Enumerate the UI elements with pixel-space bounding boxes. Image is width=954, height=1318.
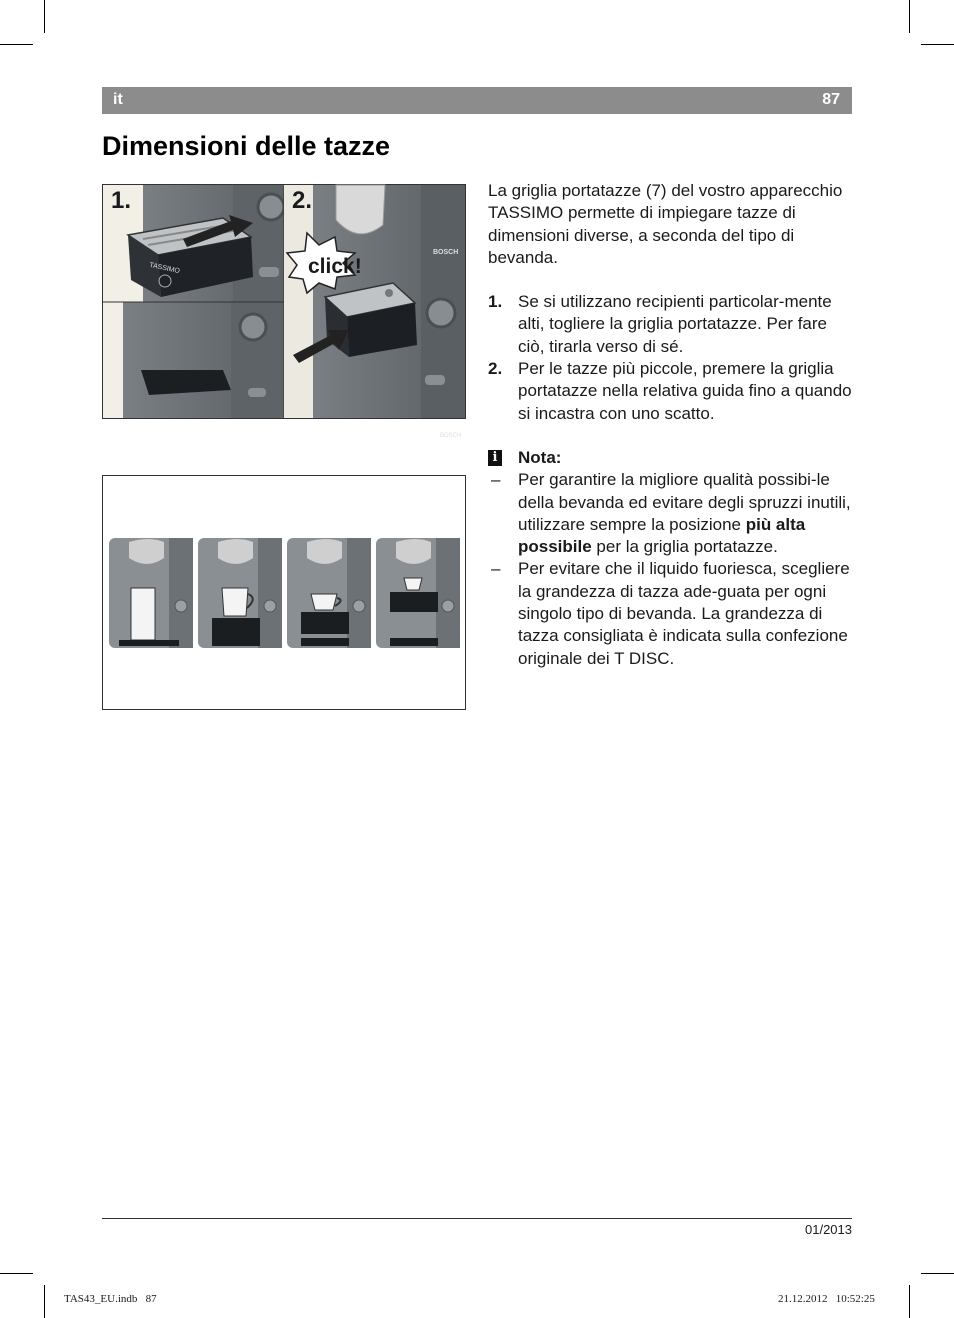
step-1-label: 1.: [111, 187, 132, 214]
print-slug-file: TAS43_EU.indb 87: [64, 1293, 157, 1305]
note-text: per la griglia portatazze.: [591, 537, 778, 557]
note-text: Per evitare che il liquido fuoriesca, scegliere la grandezza di tazza ade-guata per ogni singolo tipo di bevanda. La grandezza di tazza consigliata è indicata sulla confezione originale dei T DISC.: [518, 559, 850, 668]
note-item: [488, 558, 856, 669]
instructions-column: [488, 180, 856, 670]
crop-mark: [0, 44, 33, 45]
crop-mark: [909, 1285, 910, 1318]
page-title: Dimensioni delle tazze: [102, 131, 391, 161]
crop-mark: [909, 0, 910, 33]
note-title: Nota:: [518, 447, 562, 467]
step-number: 2.: [488, 359, 503, 379]
step-text: Se si utilizzano recipienti particolar-mente alti, togliere la griglia portatazze. Per fare ciò, tirarla verso di sé.: [518, 292, 832, 356]
page-number: 87: [822, 91, 840, 108]
dash-bullet: –: [491, 559, 501, 579]
crop-mark: [44, 0, 45, 33]
print-slug-timestamp: 21.12.2012 10:52:25: [778, 1293, 875, 1305]
note-item: [488, 469, 856, 558]
cup-sizes-illustration: [103, 476, 465, 709]
step-1: [488, 291, 856, 358]
step-2: [488, 358, 856, 425]
step-number: 1.: [488, 292, 503, 312]
header-bar: [102, 87, 852, 114]
tray-instruction-figure: [102, 184, 466, 439]
language-code: it: [113, 91, 123, 108]
cup-sizes-figure: [102, 475, 466, 710]
crop-mark: [44, 1285, 45, 1318]
step-2-label: 2.: [292, 187, 313, 214]
machine-brand-label: BOSCH: [433, 249, 459, 256]
click-label: click!: [308, 255, 362, 278]
crop-mark: [921, 1273, 954, 1274]
crop-mark: [0, 1273, 33, 1274]
tray-brand: TASSIMO: [148, 261, 181, 276]
note-emphasis: più alta possibile: [518, 514, 806, 557]
machine-brand: BOSCH: [440, 433, 462, 439]
footer-rule: [102, 1218, 852, 1219]
note-text: Per garantire la migliore qualità possibi-le della bevanda ed evitare degli spruzzi inutili, utilizzare sempre la posizione: [518, 470, 851, 534]
intro-paragraph: La griglia portatazze (7) del vostro apparecchio TASSIMO permette di impiegare tazze di dimensioni diverse, a seconda del tipo di bevanda.: [488, 181, 843, 267]
step-text: Per le tazze più piccole, premere la griglia portatazze nella relativa guida fino a quando si incastra con uno scatto.: [518, 359, 852, 423]
footer-date: 01/2013: [805, 1222, 852, 1237]
tray-illustration: [103, 185, 465, 439]
info-icon: i: [488, 450, 502, 466]
dash-bullet: –: [491, 470, 501, 490]
note-heading: [488, 447, 856, 469]
crop-mark: [921, 44, 954, 45]
